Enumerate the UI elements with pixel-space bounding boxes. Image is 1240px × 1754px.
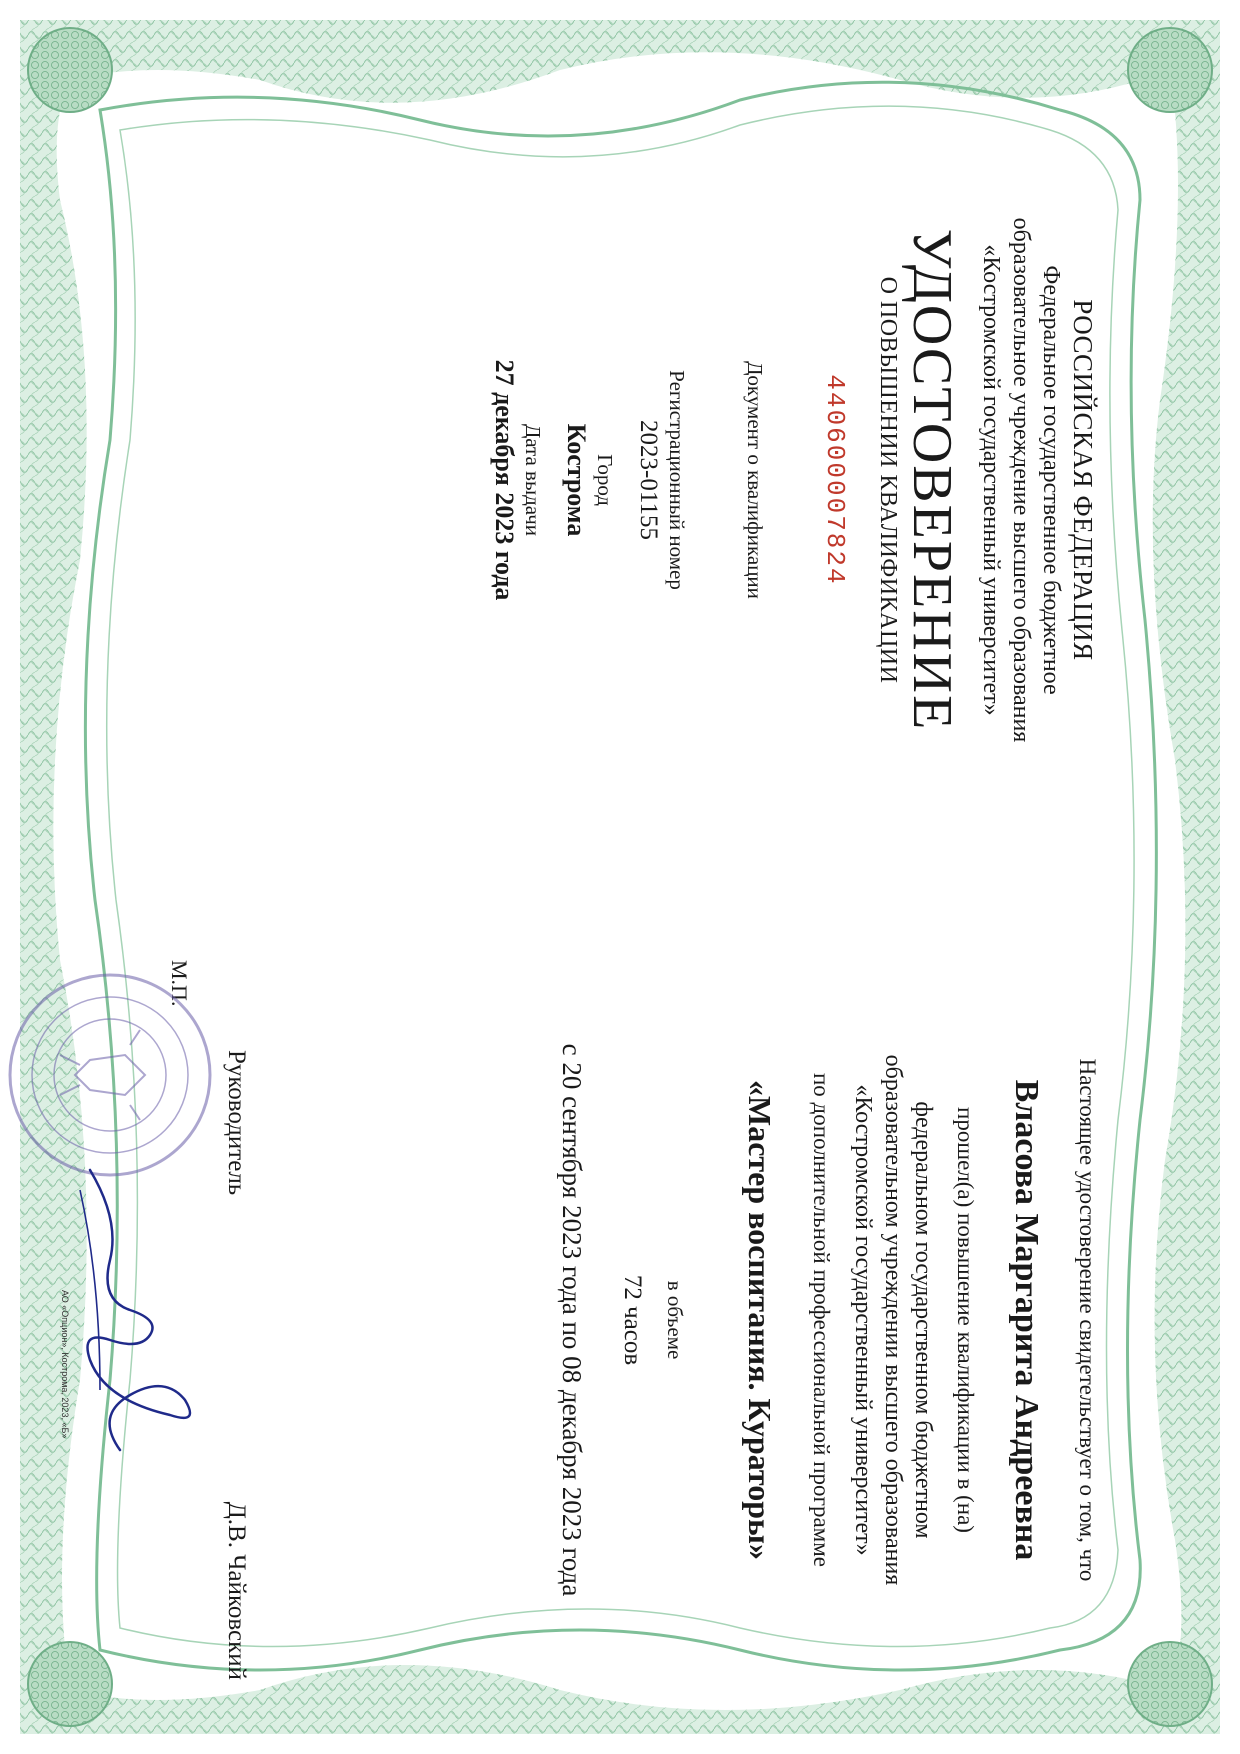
document-subtitle: О ПОВЫШЕНИИ КВАЛИФИКАЦИИ [875, 276, 901, 684]
org-line-3: «Костромской государственный университет» [850, 1084, 876, 1556]
issue-date-label: Дата выдачи [521, 423, 545, 537]
volume-label: в объеме [663, 1280, 687, 1360]
issuer-line-2: образовательное учреждение высшего образования [1008, 217, 1034, 743]
signer-name: Д.В. Чайковский [223, 1501, 250, 1680]
handwritten-signature [20, 1160, 240, 1460]
registration-number: 2023-01155 [635, 420, 662, 540]
issue-date-value: 27 декабря 2023 года [490, 359, 519, 601]
completed-text: прошел(а) повышение квалификации в (на) [953, 1107, 978, 1533]
study-period: с 20 сентября 2023 года по 08 декабря 2023 года [557, 1043, 587, 1597]
city-value: Кострома [562, 423, 591, 537]
printer-mark: АО «Опцион», Кострома, 2023, «Б» [60, 1290, 70, 1439]
cover-section [488, 200, 1100, 760]
issuer-line-1: Федеральное государственное бюджетное [1038, 265, 1064, 695]
body-section [556, 1000, 1100, 1640]
intro-text: Настоящее удостоверение свидетельствует о том, что [1075, 1058, 1100, 1582]
issuer-line-3: «Костромской государственный университет» [978, 244, 1004, 716]
holder-name: Власова Маргарита Андреевна [1008, 1079, 1045, 1561]
volume-value: 72 часов [619, 1274, 646, 1366]
signer-title: Руководитель [223, 1050, 250, 1196]
issuer-country: РОССИЙСКАЯ ФЕДЕРАЦИЯ [1068, 299, 1098, 661]
program-intro: по дополнительной профессиональной программе [809, 1073, 834, 1567]
org-line-2: образовательном учреждении высшего образования [880, 1054, 906, 1586]
document-type-label: Документ о квалификации [743, 361, 767, 599]
seal-label: М.П. [167, 960, 192, 1007]
registration-label: Регистрационный номер [665, 370, 689, 590]
city-label: Город [593, 454, 617, 506]
program-name: «Мастер воспитания. Кураторы» [742, 1079, 778, 1560]
document-title: УДОСТОВЕРЕНИЕ [901, 228, 963, 732]
org-line-1: федеральном государственном бюджетном [910, 1101, 936, 1539]
serial-number: 440600007824 [820, 374, 850, 586]
